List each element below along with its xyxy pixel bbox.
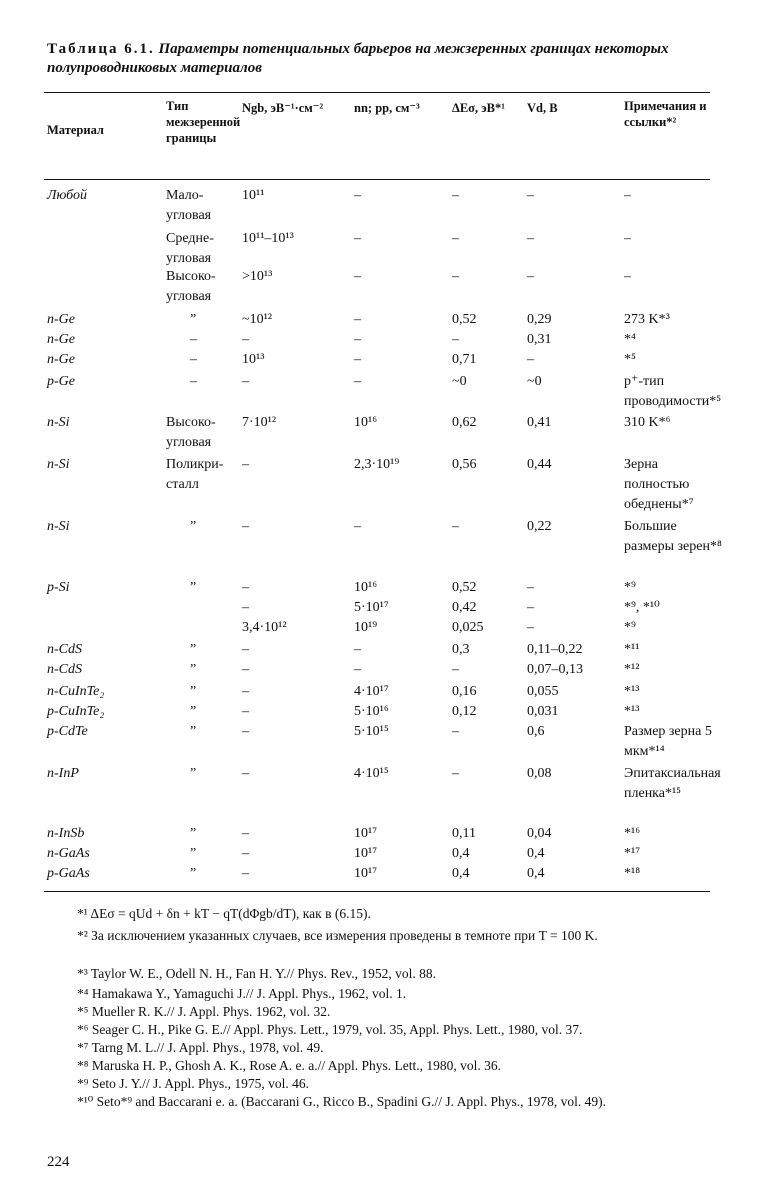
cell-ngb: – (242, 332, 249, 347)
cell-type: ” (190, 519, 197, 534)
cell-notes: – (624, 269, 631, 284)
cell-vd: 0,04 (527, 826, 552, 841)
cell-nn: 4·10¹⁵ (354, 766, 389, 781)
cell-ngb: – (242, 642, 249, 657)
cell-ngb: – (242, 704, 249, 719)
cell-de: – (452, 269, 459, 284)
cell-type: – (190, 332, 197, 347)
cell-ngb: – (242, 724, 249, 739)
cell-nn: 10¹⁷ (354, 826, 378, 841)
cell-nn: – (354, 352, 361, 367)
cell-notes: p⁺-тип проводимости*⁵ (624, 374, 722, 409)
cell-ngb: – (242, 846, 249, 861)
cell-material: n-Si (47, 519, 70, 534)
cell-material: n-InSb (47, 826, 85, 841)
cell-de: – (452, 188, 459, 203)
cell-de: 0,42 (452, 600, 477, 615)
header-de: ΔEσ, эВ*¹ (452, 101, 505, 115)
cell-ngb: – (242, 866, 249, 881)
cell-material: n-CdS (47, 662, 82, 677)
cell-vd: 0,031 (527, 704, 559, 719)
cell-type: – (190, 374, 197, 389)
table-top-rule (44, 92, 710, 93)
cell-material: n-CuInTe₂ (47, 684, 105, 699)
cell-nn: – (354, 662, 361, 677)
header-vd: Vd, В (527, 101, 558, 115)
cell-ngb: – (242, 457, 249, 472)
cell-ngb: – (242, 684, 249, 699)
cell-de: 0,62 (452, 415, 477, 430)
footnote: *⁹ Seto J. Y.// J. Appl. Phys., 1975, vol. 46. (77, 1076, 309, 1091)
cell-type: – (190, 352, 197, 367)
cell-vd: 0,08 (527, 766, 552, 781)
cell-ngb: ~10¹² (242, 312, 272, 327)
cell-material: n-Ge (47, 312, 75, 327)
cell-type: Поликри-сталл (166, 457, 224, 492)
cell-vd: 0,44 (527, 457, 552, 472)
cell-de: 0,16 (452, 684, 477, 699)
cell-vd: 0,11–0,22 (527, 642, 583, 657)
cell-ngb: – (242, 826, 249, 841)
cell-nn: 10¹⁹ (354, 620, 378, 635)
footnote: *¹ ΔEσ = qUd + δn + kT − qT(dΦgb/dT), как в (6.15). (77, 906, 371, 921)
cell-ngb: 10¹¹ (242, 188, 265, 203)
cell-de: 0,52 (452, 312, 477, 327)
cell-notes: *¹² (624, 662, 640, 677)
cell-material: n-Ge (47, 332, 75, 347)
cell-nn: 10¹⁷ (354, 866, 378, 881)
footnote: *⁶ Seager C. H., Pike G. E.// Appl. Phys. Lett., 1979, vol. 35, Appl. Phys. Lett., 1980, vol. 37. (77, 1022, 583, 1037)
cell-de: 0,11 (452, 826, 476, 841)
cell-notes: Размер зерна 5 мкм*¹⁴ (624, 724, 712, 759)
cell-ngb: – (242, 580, 249, 595)
cell-material: p-Ge (47, 374, 75, 389)
cell-vd: – (527, 600, 534, 615)
cell-vd: 0,07–0,13 (527, 662, 583, 677)
cell-vd: 0,41 (527, 415, 552, 430)
cell-ngb: – (242, 766, 249, 781)
caption-title: Параметры потенциальных барьеров на межзеренных границах некоторых полупроводниковых материалов (47, 41, 669, 76)
cell-notes: *¹³ (624, 704, 640, 719)
cell-notes: – (624, 188, 631, 203)
cell-de: – (452, 662, 459, 677)
cell-notes: – (624, 231, 631, 246)
cell-vd: – (527, 269, 534, 284)
cell-nn: 5·10¹⁶ (354, 704, 389, 719)
cell-notes: 310 K*⁶ (624, 415, 671, 430)
cell-material: n-Si (47, 457, 70, 472)
cell-de: 0,4 (452, 866, 470, 881)
cell-type: ” (190, 684, 197, 699)
cell-vd: – (527, 580, 534, 595)
cell-nn: 2,3·10¹⁹ (354, 457, 400, 472)
footnote: *⁷ Tarng M. L.// J. Appl. Phys., 1978, vol. 49. (77, 1040, 324, 1055)
cell-nn: – (354, 332, 361, 347)
cell-type: ” (190, 642, 197, 657)
cell-nn: 4·10¹⁷ (354, 684, 389, 699)
cell-de: – (452, 766, 459, 781)
cell-notes: *¹⁶ (624, 826, 641, 841)
cell-ngb: – (242, 374, 249, 389)
cell-vd: – (527, 231, 534, 246)
cell-material: Любой (47, 188, 88, 203)
cell-notes: *¹⁷ (624, 846, 641, 861)
cell-material: n-GaAs (47, 846, 90, 861)
cell-type: ” (190, 766, 197, 781)
cell-de: 0,56 (452, 457, 477, 472)
cell-notes: *¹¹ (624, 642, 640, 657)
cell-notes: *¹⁸ (624, 866, 641, 881)
table-header-rule (44, 179, 710, 180)
cell-nn: – (354, 312, 361, 327)
cell-nn: 10¹⁶ (354, 580, 378, 595)
header-nn: nn; pp, см⁻³ (354, 101, 420, 115)
cell-notes: *⁹ (624, 620, 636, 635)
cell-vd: ~0 (527, 374, 542, 389)
cell-type: ” (190, 846, 197, 861)
cell-de: 0,3 (452, 642, 470, 657)
cell-ngb: 10¹¹–10¹³ (242, 231, 294, 246)
cell-type: ” (190, 826, 197, 841)
cell-notes: *⁵ (624, 352, 636, 367)
cell-material: p-Si (47, 580, 70, 595)
page-number: 224 (47, 1154, 70, 1170)
cell-notes: *⁴ (624, 332, 636, 347)
footnote: *³ Taylor W. E., Odell N. H., Fan H. Y.// Phys. Rev., 1952, vol. 88. (77, 966, 436, 981)
footnote: *⁵ Mueller R. K.// J. Appl. Phys. 1962, vol. 32. (77, 1004, 331, 1019)
cell-de: 0,52 (452, 580, 477, 595)
cell-de: 0,71 (452, 352, 477, 367)
cell-type: Средне-угловая (166, 231, 214, 266)
cell-material: n-CdS (47, 642, 82, 657)
cell-material: p-CdTe (47, 724, 88, 739)
table-bottom-rule (44, 891, 710, 892)
cell-ngb: 3,4·10¹² (242, 620, 287, 635)
cell-de: – (452, 519, 459, 534)
cell-material: n-Ge (47, 352, 75, 367)
cell-material: n-InP (47, 766, 79, 781)
cell-vd: 0,4 (527, 846, 545, 861)
cell-notes: *⁹ (624, 580, 636, 595)
cell-ngb: – (242, 662, 249, 677)
cell-vd: 0,31 (527, 332, 552, 347)
header-notes: Примечания и ссылки*² (624, 99, 707, 129)
cell-ngb: – (242, 600, 249, 615)
cell-vd: – (527, 620, 534, 635)
cell-de: 0,025 (452, 620, 484, 635)
cell-de: – (452, 231, 459, 246)
caption-label: Таблица 6.1. (47, 41, 155, 57)
cell-notes: *¹³ (624, 684, 640, 699)
cell-type: ” (190, 866, 197, 881)
cell-vd: 0,055 (527, 684, 559, 699)
cell-nn: 5·10¹⁵ (354, 724, 389, 739)
cell-de: ~0 (452, 374, 467, 389)
cell-material: n-Si (47, 415, 70, 430)
cell-nn: 10¹⁶ (354, 415, 378, 430)
header-material: Материал (47, 123, 104, 137)
footnote: *² За исключением указанных случаев, все измерения проведены в темноте при T = 100 K. (77, 928, 598, 943)
cell-notes: Эпитаксиальная пленка*¹⁵ (624, 766, 721, 801)
footnote: *⁸ Maruska H. P., Ghosh A. K., Rose A. e. a.// Appl. Phys. Lett., 1980, vol. 36. (77, 1058, 501, 1073)
cell-vd: 0,4 (527, 866, 545, 881)
cell-material: p-GaAs (47, 866, 90, 881)
cell-nn: 5·10¹⁷ (354, 600, 389, 615)
cell-nn: – (354, 642, 361, 657)
cell-type: Мало-угловая (166, 188, 212, 223)
cell-ngb: >10¹³ (242, 269, 273, 284)
cell-nn: 10¹⁷ (354, 846, 378, 861)
cell-nn: – (354, 231, 361, 246)
footnote: *¹⁰ Seto*⁹ and Baccarani e. a. (Baccarani G., Ricco B., Spadini G.// J. Appl. Phys., 1978, vol. 49). (77, 1094, 606, 1109)
cell-notes: 273 K*³ (624, 312, 670, 327)
cell-vd: – (527, 352, 534, 367)
cell-type: ” (190, 662, 197, 677)
footnote: *⁴ Hamakawa Y., Yamaguchi J.// J. Appl. Phys., 1962, vol. 1. (77, 986, 407, 1001)
header-ngb: Ngb, эВ⁻¹·см⁻² (242, 101, 324, 115)
cell-type: ” (190, 312, 197, 327)
cell-de: 0,4 (452, 846, 470, 861)
header-type: Тип межзеренной границы (166, 99, 241, 145)
cell-vd: 0,22 (527, 519, 552, 534)
cell-type: ” (190, 704, 197, 719)
cell-type: Высоко-угловая (166, 269, 216, 304)
cell-vd: 0,6 (527, 724, 545, 739)
cell-notes: Большие размеры зерен*⁸ (624, 519, 722, 554)
cell-vd: – (527, 188, 534, 203)
cell-nn: – (354, 188, 361, 203)
cell-nn: – (354, 374, 361, 389)
cell-nn: – (354, 269, 361, 284)
cell-vd: 0,29 (527, 312, 552, 327)
cell-type: Высоко-угловая (166, 415, 216, 450)
cell-nn: – (354, 519, 361, 534)
cell-notes: *⁹, *¹⁰ (624, 600, 660, 615)
cell-notes: Зерна полностью обеднены*⁷ (624, 457, 694, 512)
cell-de: 0,12 (452, 704, 477, 719)
cell-de: – (452, 332, 459, 347)
cell-ngb: 10¹³ (242, 352, 265, 367)
cell-ngb: – (242, 519, 249, 534)
table-caption (47, 40, 727, 78)
cell-type: ” (190, 724, 197, 739)
cell-de: – (452, 724, 459, 739)
cell-material: p-CuInTe₂ (47, 704, 105, 719)
cell-ngb: 7·10¹² (242, 415, 277, 430)
cell-type: ” (190, 580, 197, 595)
